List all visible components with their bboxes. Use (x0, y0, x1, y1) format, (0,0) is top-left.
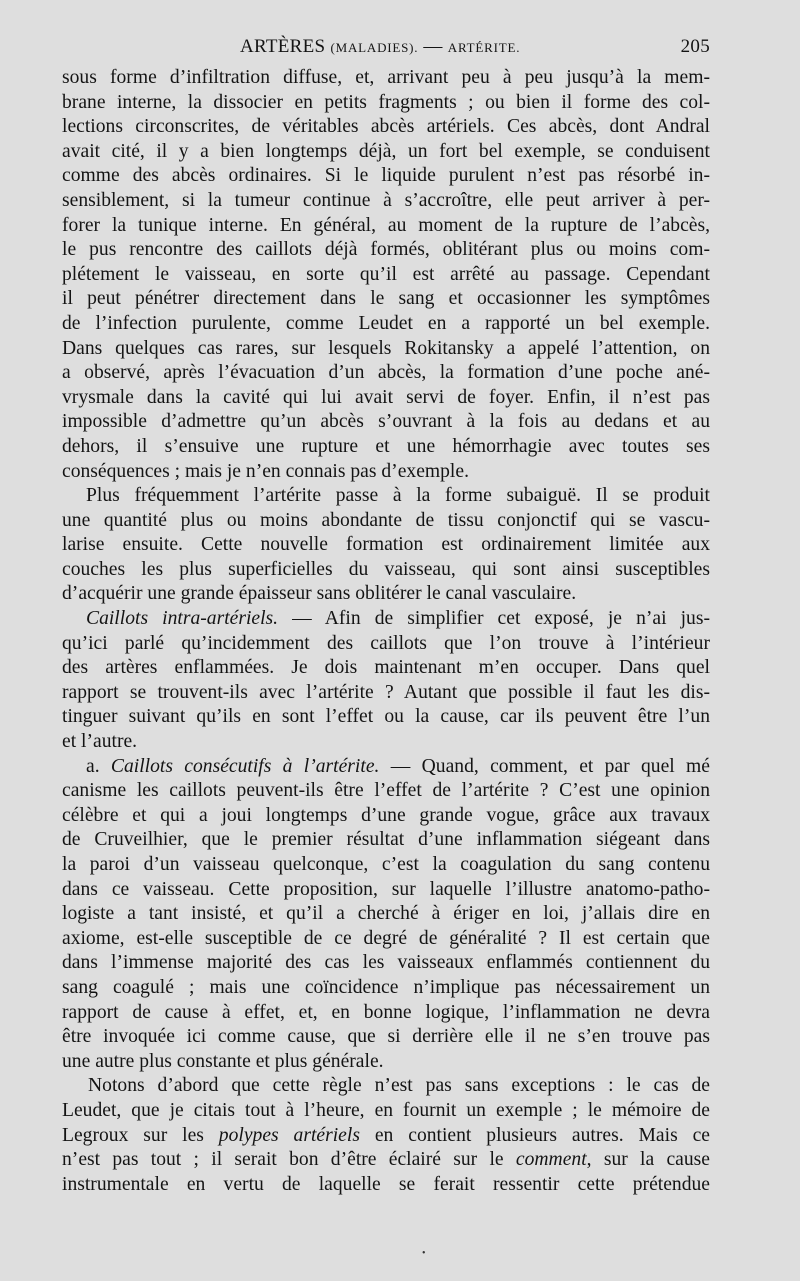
text-line: d’acquérir une grande épaisseur sans oblitérer le canal vasculaire. (62, 583, 577, 605)
text-line (62, 607, 710, 632)
text-line: lections circonscrites, de véritables abcès artériels. Ces abcès, dont Andral (62, 116, 710, 138)
text-line: rapport de cause à effet, et, en bonne logique, l’inflammation ne devra (62, 1001, 710, 1023)
text-line: logiste a tant insisté, et qu’il a cherché à ériger en loi, j’allais dire en (62, 903, 710, 925)
text-line: a observé, après l’évacuation d’un abcès, la formation d’une poche ané- (62, 362, 710, 384)
text-line: conséquences ; mais je n’en connais pas d’exemple. (62, 460, 469, 482)
running-header (62, 36, 710, 62)
text-line: il peut pénétrer directement dans le sang et occasionner les symptômes (62, 288, 710, 310)
text-run: — Quand, comment, et par quel mé (390, 755, 710, 777)
text-line (62, 755, 710, 780)
title-small: (MALADIES). (330, 40, 419, 55)
text-line: la paroi d’un vaisseau quelconque, c’est la coagulation du sang contenu (62, 854, 710, 875)
text-line: sang coagulé ; mais une coïncidence n’implique pas nécessairement un (62, 976, 710, 998)
text-line: couches les plus superficielles du vaisseau, qui sont ainsi susceptibles (62, 558, 710, 580)
text-line: Dans quelques cas rares, sur lesquels Rokitansky a appelé l’attention, on (62, 337, 710, 359)
text-line: célèbre et qui a joui longtemps d’une grande vogue, grâce aux travaux (62, 804, 710, 826)
text-line: une autre plus constante et plus générale. (62, 1050, 384, 1072)
text-line (62, 1124, 710, 1149)
text-line: Plus fréquemment l’artérite passe à la forme subaiguë. Il se produit (86, 485, 710, 507)
text-line: dans ce vaisseau. Cette proposition, sur laquelle l’illustre anatomo-patho- (62, 878, 710, 900)
text-line (62, 1148, 710, 1173)
italic-heading: Caillots consécutifs à l’artérite. (110, 755, 380, 777)
text-line: plétement le vaisseau, en sorte qu’il est arrêté au passage. Cependant (62, 263, 710, 285)
text-line: axiome, est-elle susceptible de ce degré de généralité ? Il est certain que (62, 927, 710, 949)
text-line: Leudet, que je citais tout à l’heure, en fournit un exemple ; le mémoire de (62, 1099, 710, 1121)
body-text (62, 66, 710, 1197)
text-line: dans l’immense majorité des cas les vaisseaux enflammés contiennent du (62, 952, 710, 974)
title-dash: — (423, 36, 443, 57)
text-line: de l’infection purulente, comme Leudet en a rapporté un bel exemple. (62, 312, 710, 334)
text-line: Notons d’abord que cette règle n’est pas sans exceptions : le cas de (88, 1075, 710, 1097)
italic-heading: Caillots intra-artériels. (86, 608, 279, 630)
text-line: le pus rencontre des caillots déjà formés, oblitérant plus ou moins com- (62, 239, 710, 261)
text-line: des artères enflammées. Je dois maintenant m’en occuper. Dans quel (62, 657, 710, 679)
running-title (240, 36, 520, 58)
text-line: qu’ici parlé qu’incidemment des caillots que l’on trouve à l’intérieur (62, 632, 710, 654)
title-main: ARTÈRES (240, 36, 326, 57)
text-line: canisme les caillots peuvent-ils être l’effet de l’artérite ? C’est une opinion (62, 780, 710, 802)
text-line: et l’autre. (62, 731, 138, 753)
page-number: 205 (680, 36, 710, 57)
text-line: comme des abcès ordinaires. Si le liquide purulent n’est pas résorbé in- (62, 165, 710, 187)
text-line: forer la tunique interne. En général, au moment de la rupture de l’abcès, (62, 214, 710, 236)
text-line: rapport se trouvent-ils avec l’artérite ? Autant que possible il faut les dis- (62, 681, 710, 703)
text-line: sensiblement, si la tumeur continue à s’accroître, elle peut arriver à per- (62, 189, 710, 211)
text-run: en contient plusieurs autres. Mais ce (374, 1124, 710, 1146)
text-line: brane interne, la dissocier en petits fragments ; ou bien il forme des col- (62, 91, 710, 113)
text-line: impossible d’admettre qu’un abcès s’ouvrant à la fois au dedans et au (62, 411, 710, 433)
italic-term: polypes artériels (218, 1124, 360, 1146)
text-run: Legroux sur les (62, 1124, 204, 1146)
item-prefix: a. (86, 755, 100, 777)
text-line: avait cité, il y a bien longtemps déjà, un fort bel exemple, se conduisent (62, 140, 710, 162)
text-line: larise ensuite. Cette nouvelle formation est ordinairement limitée aux (62, 534, 710, 556)
title-sub: ARTÉRITE. (447, 40, 521, 55)
text-line: dehors, il s’ensuive une rupture et une hémorrhagie avec toutes ses (62, 435, 710, 457)
text-line: tinguer suivant qu’ils en sont l’effet ou la cause, car ils peuvent être l’un (62, 706, 710, 728)
text-line: être invoquée ici comme cause, que si derrière elle il ne s’en trouve pas (62, 1026, 710, 1048)
italic-term: comment (515, 1149, 587, 1171)
text-line: vrysmale dans la cavité qui lui avait servi de foyer. Enfin, il n’est pas (62, 386, 710, 408)
text-line: sous forme d’infiltration diffuse, et, arrivant peu à peu jusqu’à la mem- (62, 67, 710, 88)
text-run: , sur la cause (586, 1149, 710, 1171)
text-line: de Cruveilhier, que le premier résultat d’une inflammation siégeant dans (62, 829, 710, 851)
text-run: n’est pas tout ; il serait bon d’être éclairé sur le (62, 1149, 504, 1171)
text-line: une quantité plus ou moins abondante de tissu conjonctif qui se vascu- (62, 509, 710, 531)
text-line: instrumentale en vertu de laquelle se ferait ressentir cette prétendue (62, 1173, 710, 1195)
footer-mark: • (422, 1248, 426, 1259)
text-run: — Afin de simplifier cet exposé, je n’ai jus- (292, 608, 710, 630)
